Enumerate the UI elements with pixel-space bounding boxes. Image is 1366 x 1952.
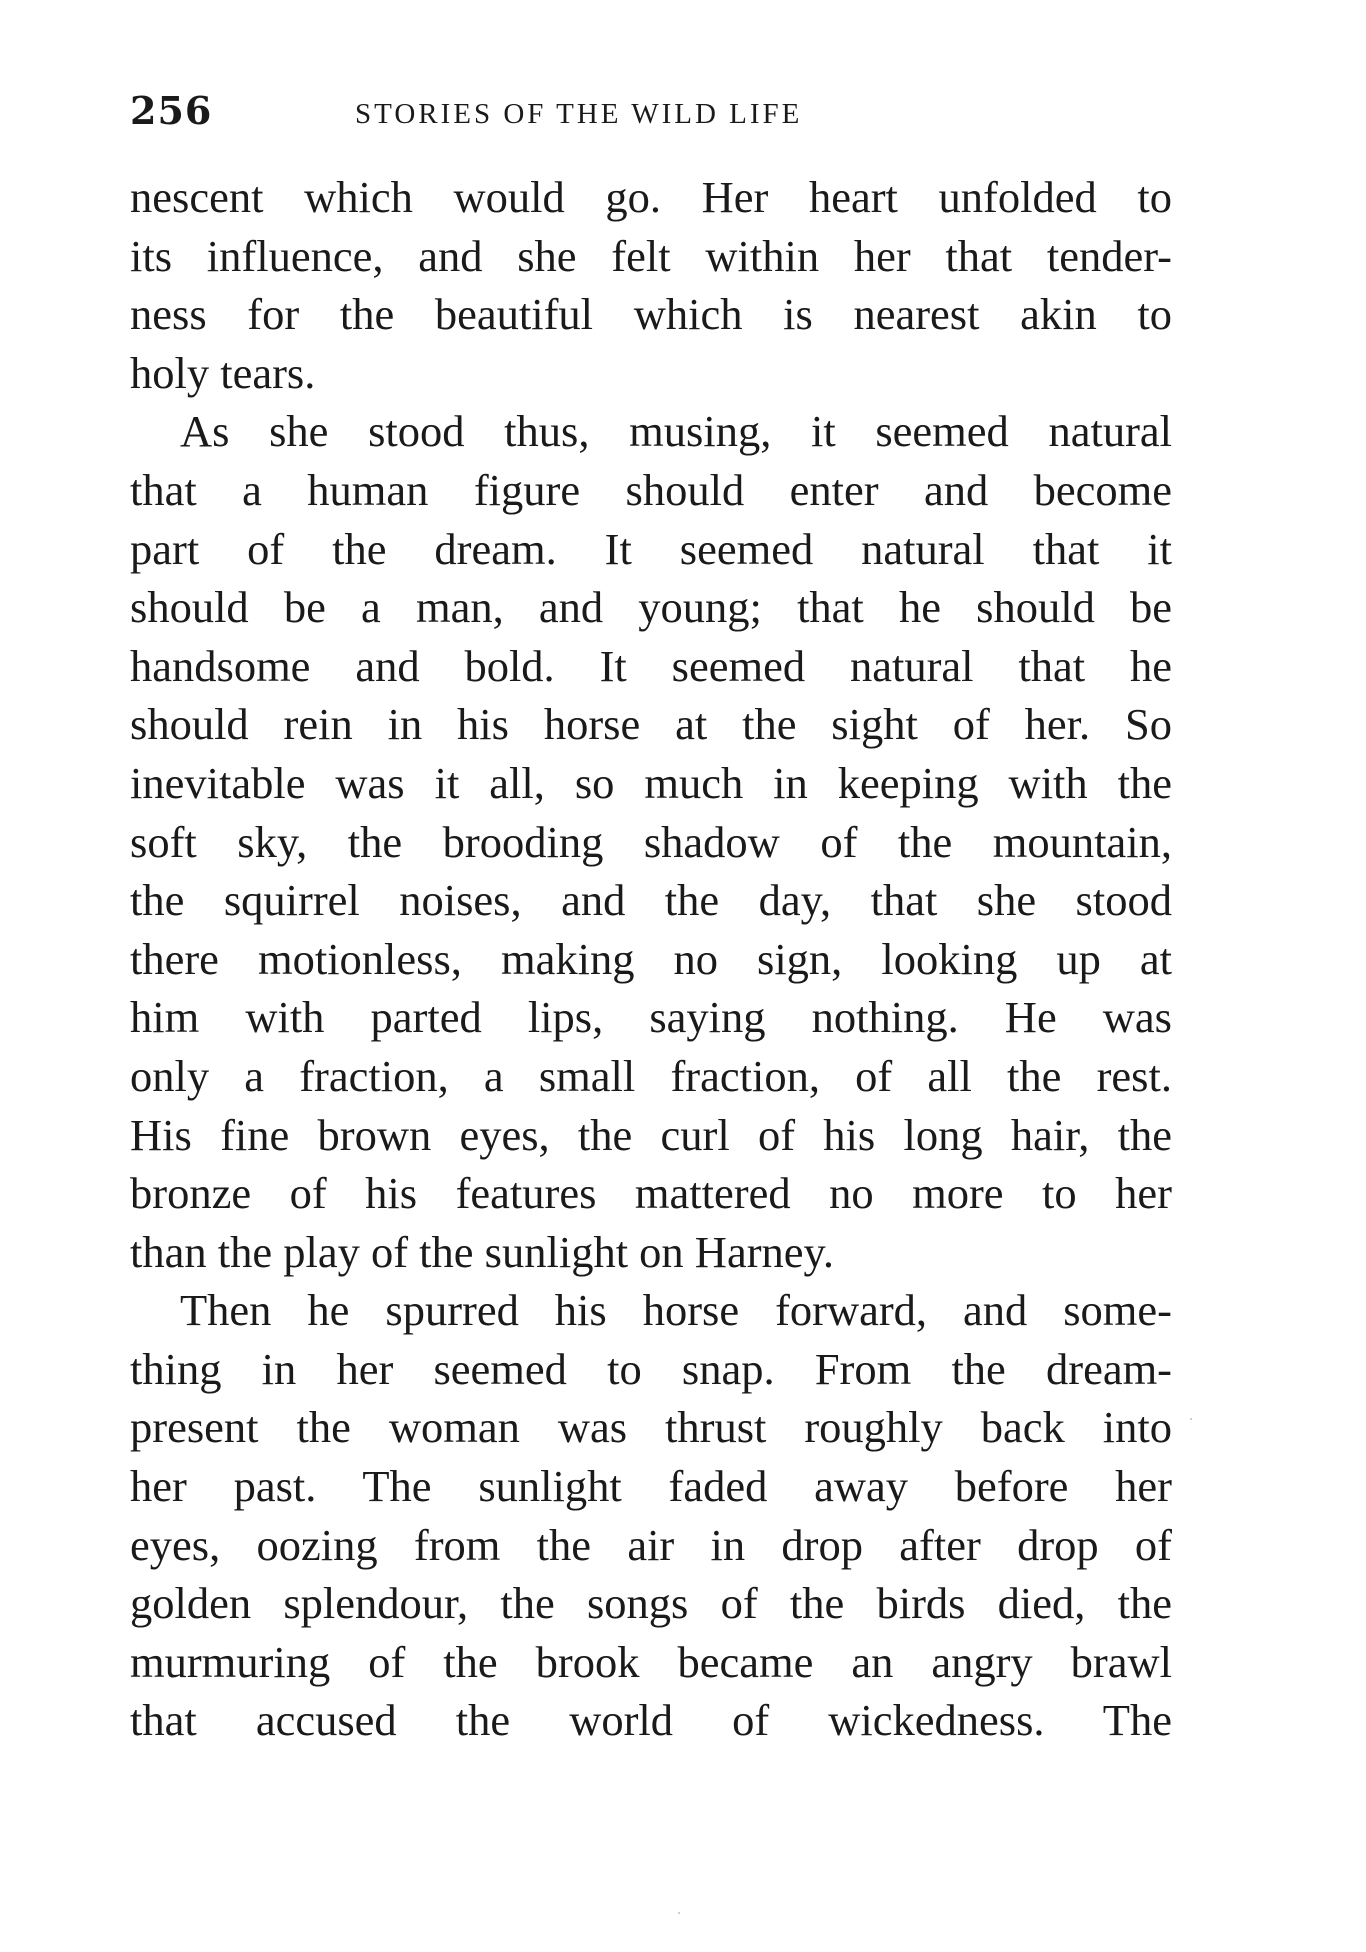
body-text bbox=[130, 168, 1172, 1750]
text-line: As she stood thus, musing, it seemed natural bbox=[180, 406, 1172, 457]
text-line: should be a man, and young; that he should be bbox=[130, 582, 1172, 633]
text-line: present the woman was thrust roughly back into bbox=[130, 1402, 1172, 1453]
page-header bbox=[130, 88, 1180, 138]
text-line: nescent which would go. Her heart unfolded to bbox=[130, 172, 1172, 222]
text-line: golden splendour, the songs of the birds died, the bbox=[130, 1578, 1172, 1629]
text-line: him with parted lips, saying nothing. He was bbox=[130, 992, 1172, 1043]
page-number: 256 bbox=[130, 88, 213, 133]
text-line: that accused the world of wickedness. The bbox=[130, 1695, 1172, 1746]
text-line: His fine brown eyes, the curl of his long hair, the bbox=[130, 1109, 1172, 1160]
text-line: murmuring of the brook became an angry brawl bbox=[130, 1636, 1172, 1687]
text-line: its influence, and she felt within her that tender- bbox=[130, 230, 1172, 281]
text-line: eyes, oozing from the air in drop after drop of bbox=[130, 1519, 1172, 1570]
text-line: than the play of the sunlight on Harney. bbox=[130, 1226, 835, 1277]
text-line: bronze of his features mattered no more to her bbox=[130, 1168, 1172, 1219]
paper-speck bbox=[678, 1912, 680, 1914]
text-line: the squirrel noises, and the day, that she stood bbox=[130, 875, 1172, 926]
text-line: ness for the beautiful which is nearest akin to bbox=[130, 289, 1172, 340]
paper-speck bbox=[1190, 1418, 1192, 1420]
text-line: part of the dream. It seemed natural that it bbox=[130, 523, 1172, 574]
text-line: only a fraction, a small fraction, of all the rest. bbox=[130, 1050, 1172, 1101]
text-line: handsome and bold. It seemed natural that he bbox=[130, 640, 1172, 691]
text-line: thing in her seemed to snap. From the dream- bbox=[130, 1343, 1172, 1394]
text-line: her past. The sunlight faded away before her bbox=[130, 1461, 1172, 1512]
text-line: should rein in his horse at the sight of her. So bbox=[130, 699, 1172, 750]
text-line: that a human figure should enter and become bbox=[130, 464, 1172, 515]
text-line: inevitable was it all, so much in keeping with the bbox=[130, 757, 1172, 808]
running-head: STORIES OF THE WILD LIFE bbox=[355, 98, 803, 130]
text-line: Then he spurred his horse forward, and some- bbox=[180, 1285, 1172, 1336]
text-line: holy tears. bbox=[130, 347, 316, 398]
text-line: soft sky, the brooding shadow of the mountain, bbox=[130, 816, 1172, 867]
text-line: there motionless, making no sign, looking up at bbox=[130, 933, 1172, 984]
